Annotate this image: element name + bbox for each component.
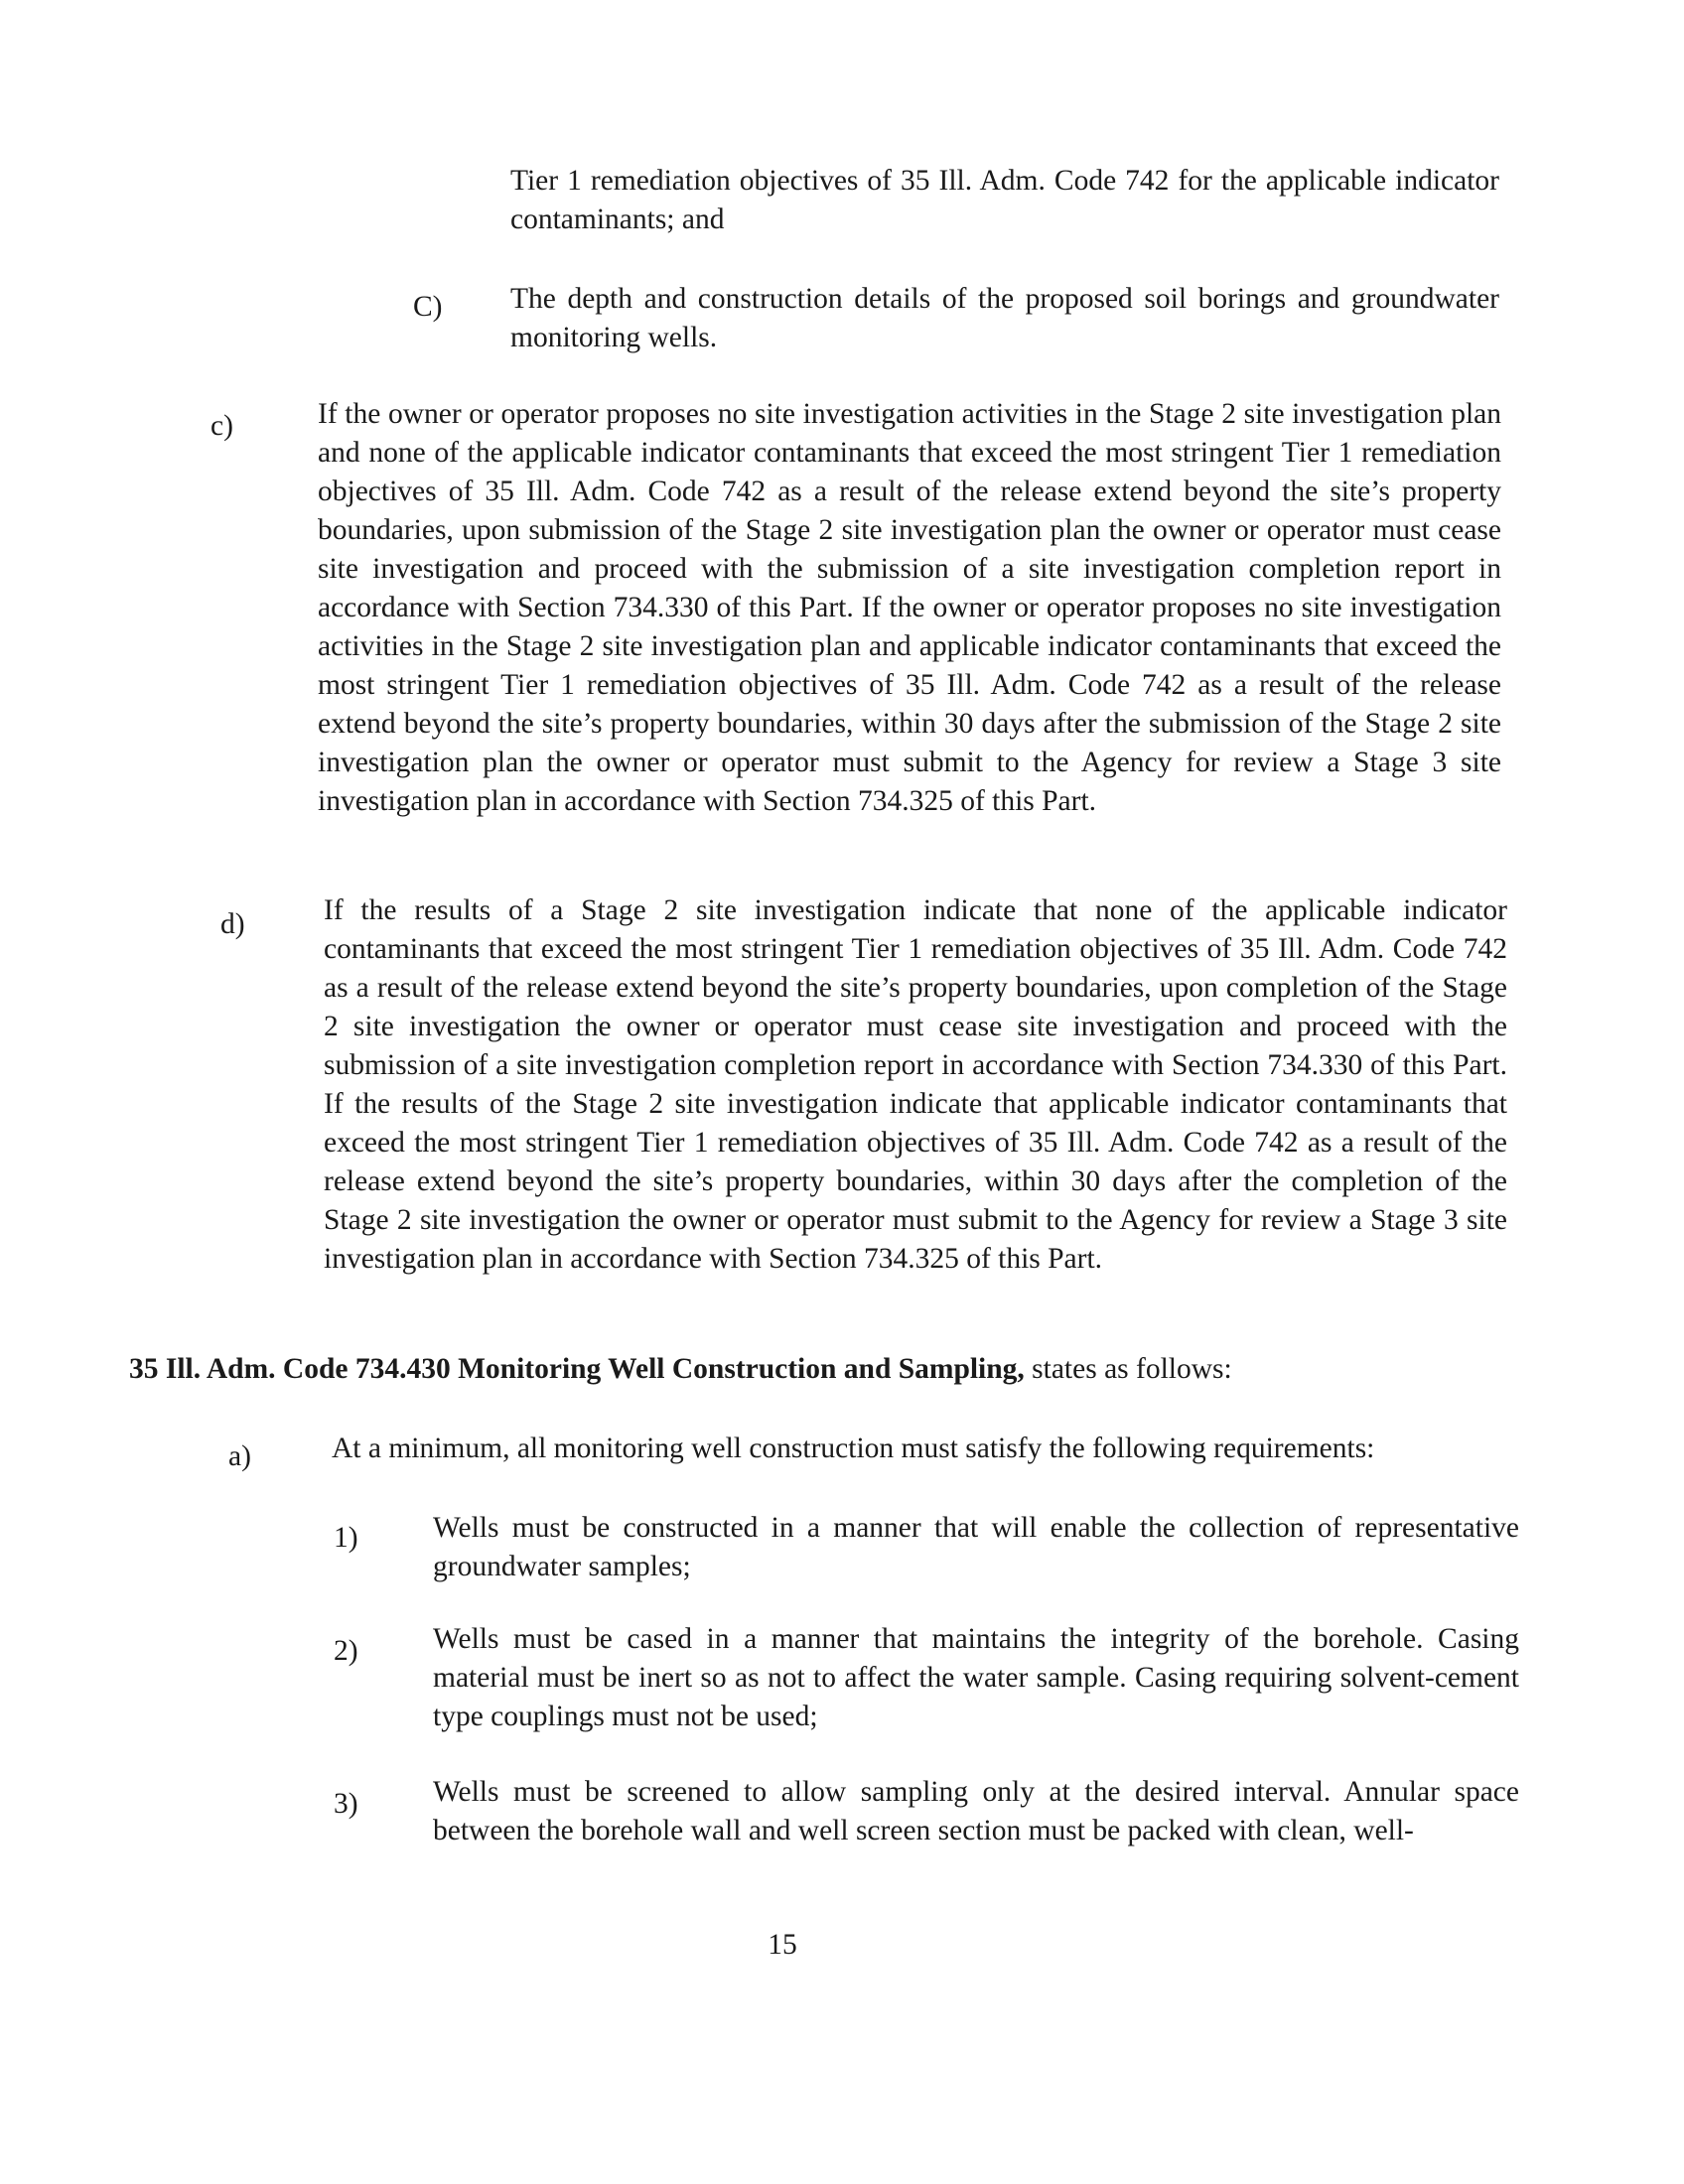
- item-a-label: a): [228, 1440, 251, 1472]
- item-c-text: If the owner or operator proposes no site investigation activities in the Stage 2 site investigation plan and none of the applicable indicator contaminants that exceed the most stringent Tier 1 remediation objectives of 35 Ill. Adm. Code 742 as a result of the release extend beyond the site’s property boundaries, upon submission of the Stage 2 site investigation plan the owner or operator must cease site investigation and proceed with the submission of a site investigation completion report in accordance with Section 734.330 of this Part. If the owner or operator proposes no site investigation activities in the Stage 2 site investigation plan and applicable indicator contaminants that exceed the most stringent Tier 1 remediation objectives of 35 Ill. Adm. Code 742 as a result of the release extend beyond the site’s property boundaries, within 30 days after the submission of the Stage 2 site investigation plan the owner or operator must submit to the Agency for review a Stage 3 site investigation plan in accordance with Section 734.325 of this Part.: [318, 398, 1501, 817]
- item-c-paragraph: [318, 395, 1501, 821]
- page-number: 15: [768, 1929, 797, 1961]
- item-C-text: The depth and construction details of the proposed soil borings and groundwater monitoring wells.: [510, 283, 1499, 353]
- sub-item-2-label: 2): [334, 1635, 358, 1667]
- sub-item-2-text: Wells must be cased in a manner that maintains the integrity of the borehole. Casing material must be inert so as not to affect the water sample. Casing requiring solvent-cement type couplings must not be used;: [433, 1623, 1519, 1732]
- section-heading-rest: states as follows:: [1024, 1353, 1232, 1385]
- sub-item-2-paragraph: [433, 1620, 1519, 1736]
- continuation-text: Tier 1 remediation objectives of 35 Ill. Adm. Code 742 for the applicable indicator contaminants; and: [510, 165, 1499, 235]
- item-c-label: c): [210, 410, 233, 442]
- item-d-text: If the results of a Stage 2 site investigation indicate that none of the applicable indicator contaminants that exceed the most stringent Tier 1 remediation objectives of 35 Ill. Adm. Code 742 as a result of the release extend beyond the site’s property boundaries, upon completion of the Stage 2 site investigation the owner or operator must cease site investigation and proceed with the submission of a site investigation completion report in accordance with Section 734.330 of this Part. If the results of the Stage 2 site investigation indicate that applicable indicator contaminants that exceed the most stringent Tier 1 remediation objectives of 35 Ill. Adm. Code 742 as a result of the release extend beyond the site’s property boundaries, within 30 days after the completion of the Stage 2 site investigation the owner or operator must submit to the Agency for review a Stage 3 site investigation plan in accordance with Section 734.325 of this Part.: [324, 894, 1507, 1275]
- item-C-label: C): [413, 291, 443, 323]
- item-a-text: At a minimum, all monitoring well construction must satisfy the following requirements:: [332, 1433, 1375, 1464]
- sub-item-3-paragraph: [433, 1773, 1519, 1850]
- sub-item-1-text: Wells must be constructed in a manner that will enable the collection of representative groundwater samples;: [433, 1512, 1519, 1582]
- section-heading-bold: 35 Ill. Adm. Code 734.430 Monitoring Well Construction and Sampling,: [129, 1353, 1025, 1385]
- continuation-paragraph: [510, 162, 1499, 239]
- sub-item-1-label: 1): [334, 1522, 358, 1554]
- sub-item-1-paragraph: [433, 1509, 1519, 1586]
- item-a-paragraph: [332, 1430, 1523, 1468]
- section-heading: [129, 1350, 1232, 1389]
- item-d-label: d): [220, 908, 245, 940]
- item-d-paragraph: [324, 891, 1507, 1279]
- item-C-paragraph: [510, 280, 1499, 357]
- sub-item-3-text: Wells must be screened to allow sampling only at the desired interval. Annular space between the borehole wall and well screen section must be packed with clean, well-: [433, 1776, 1519, 1846]
- sub-item-3-label: 3): [334, 1788, 358, 1820]
